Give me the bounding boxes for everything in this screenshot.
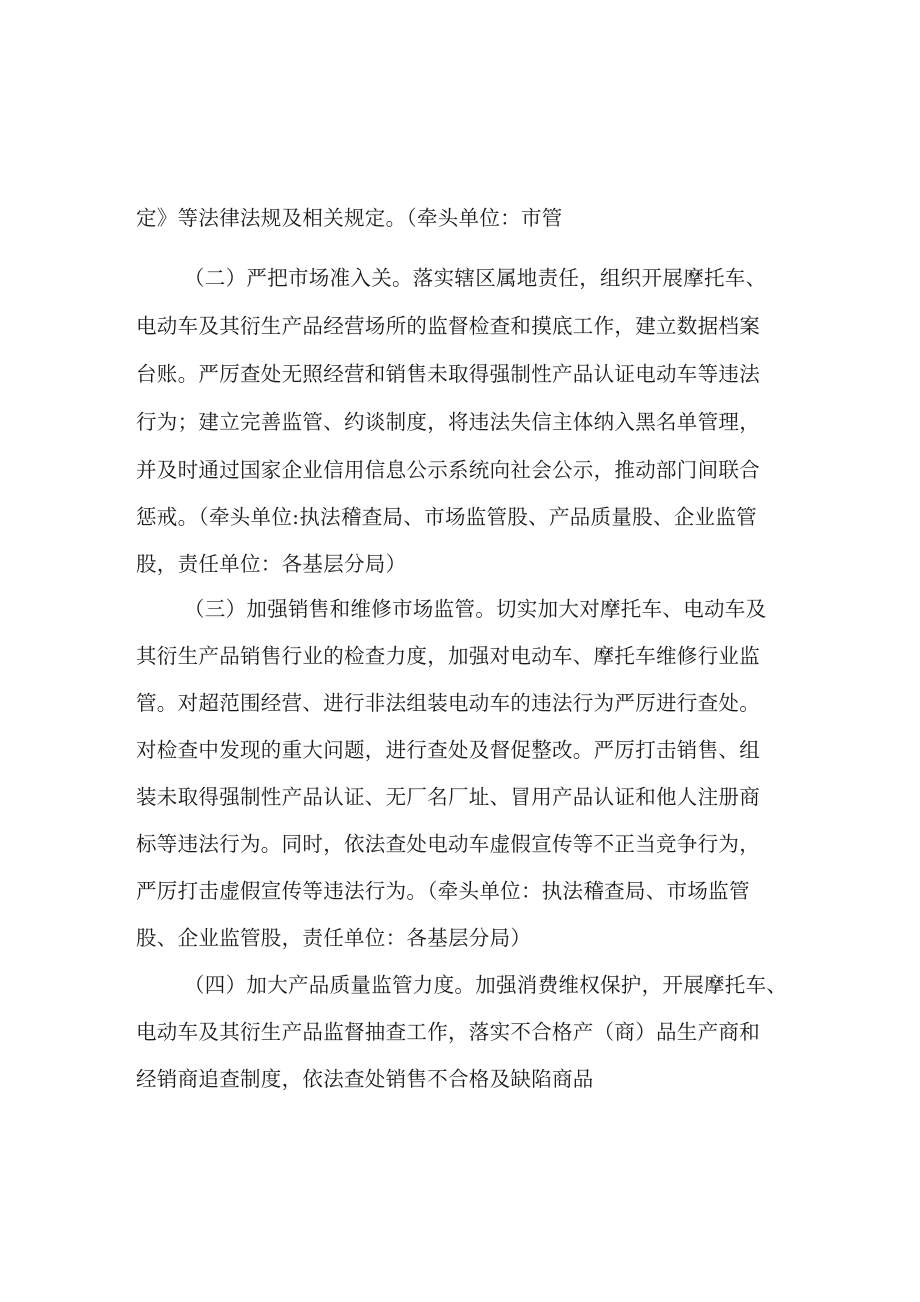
text-line: 台账。严厉查处无照经营和销售未取得强制性产品认证电动车等违法	[136, 362, 760, 386]
text-line: 严厉打击虚假宣传等违法行为。（牵头单位：执法稽查局、市场监管	[136, 879, 750, 903]
text-line: 股、企业监管股，责任单位：各基层分局）	[136, 926, 532, 950]
paragraph-heading-line: （四）加大产品质量监管力度。加强消费维权保护，开展摩托车、	[184, 973, 788, 997]
text-line: 并及时通过国家企业信用信息公示系统向社会公示，推动部门间联合	[136, 458, 760, 482]
text-line: 经销商追查制度，依法查处销售不合格及缺陷商品	[136, 1067, 594, 1091]
text-line: 股，责任单位：各基层分局）	[136, 552, 407, 576]
text-line: 惩戒。（牵头单位:执法稽查局、市场监管股、产品质量股、企业监管	[136, 505, 757, 529]
text-line: 定》等法律法规及相关规定。（牵头单位：市管	[136, 206, 563, 230]
paragraph-heading-line: （二）严把市场准入关。落实辖区属地责任，组织开展摩托车、	[184, 266, 767, 290]
text-line: 电动车及其衍生产品监督抽查工作，落实不合格产（商）品生产商和	[136, 1020, 760, 1044]
text-line: 装未取得强制性产品认证、无厂名厂址、冒用产品认证和他人注册商	[136, 785, 760, 809]
text-line: 其衍生产品销售行业的检查力度，加强对电动车、摩托车维修行业监	[136, 644, 760, 668]
text-line: 管。对超范围经营、进行非法组装电动车的违法行为严厉进行查处。	[136, 691, 760, 715]
paragraph-heading-line: （三）加强销售和维修市场监管。切实加大对摩托车、电动车及	[184, 597, 767, 621]
text-line: 电动车及其衍生产品经营场所的监督检查和摸底工作，建立数据档案	[136, 314, 760, 338]
text-line: 标等违法行为。同时，依法查处电动车虚假宣传等不正当竞争行为，	[136, 832, 760, 856]
text-line: 行为；建立完善监管、约谈制度，将违法失信主体纳入黑名单管理，	[136, 410, 760, 434]
text-line: 对检查中发现的重大问题，进行查处及督促整改。严厉打击销售、组	[136, 738, 760, 762]
